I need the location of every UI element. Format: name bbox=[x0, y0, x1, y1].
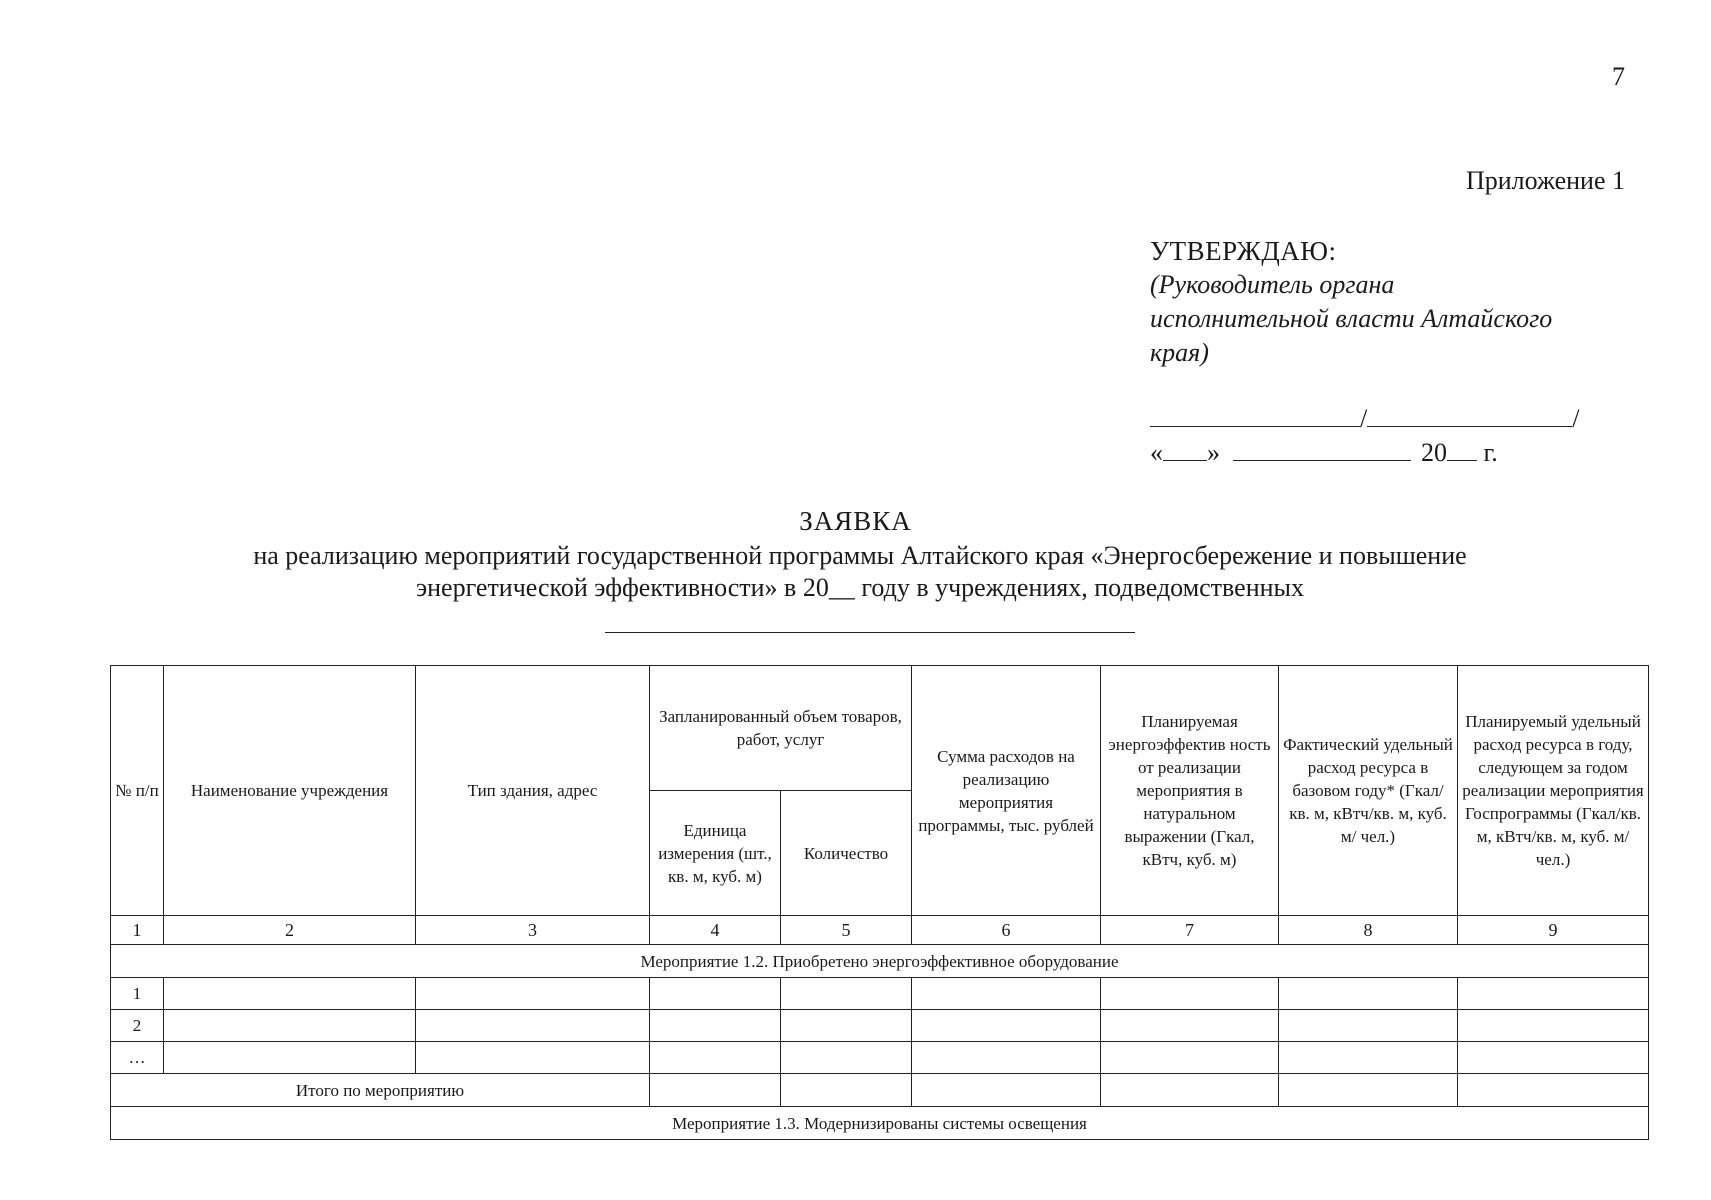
header-planned-consumption: Планируемый удельный расход ресурса в году, следующем за годом реализации мероприятия Госпрограммы (Гкал/кв. м, кВтч/кв. м, куб. м/ чел.) bbox=[1458, 666, 1649, 916]
table-cell[interactable] bbox=[1101, 1074, 1279, 1107]
table-cell[interactable] bbox=[912, 1042, 1101, 1074]
table-row[interactable] bbox=[111, 1010, 1649, 1042]
page-number: 7 bbox=[1612, 62, 1625, 91]
header-quantity: Количество bbox=[781, 791, 912, 916]
appendix-label: Приложение 1 bbox=[1465, 166, 1625, 195]
table-cell[interactable] bbox=[1279, 1074, 1458, 1107]
column-number-row bbox=[111, 916, 1649, 945]
row-number: 2 bbox=[111, 1010, 164, 1042]
table-cell[interactable] bbox=[164, 1042, 416, 1074]
column-number: 9 bbox=[1458, 916, 1649, 945]
document-subtitle-line-2: энергетической эффективности» в 20__ году в учреждениях, подведомственных bbox=[415, 573, 1305, 602]
date-close-quote: » bbox=[1207, 438, 1220, 467]
table-cell[interactable] bbox=[1279, 1042, 1458, 1074]
header-planned-volume: Запланированный объем товаров, работ, услуг bbox=[650, 666, 912, 791]
section-heading-1-3: Мероприятие 1.3. Модернизированы системы освещения bbox=[111, 1107, 1649, 1140]
table-cell[interactable] bbox=[1458, 978, 1649, 1010]
table-cell[interactable] bbox=[1458, 1074, 1649, 1107]
signature-blank[interactable] bbox=[1150, 404, 1360, 427]
header-building-type: Тип здания, адрес bbox=[416, 666, 650, 916]
table-cell[interactable] bbox=[1279, 978, 1458, 1010]
application-table bbox=[110, 665, 1649, 1140]
approval-block bbox=[1150, 234, 1630, 370]
year-prefix: 20 bbox=[1421, 438, 1447, 467]
column-number: 8 bbox=[1279, 916, 1458, 945]
table-cell[interactable] bbox=[650, 1074, 781, 1107]
approval-role-line-3: края) bbox=[1150, 338, 1209, 367]
document-title: ЗАЯВКА bbox=[799, 506, 912, 536]
table-cell[interactable] bbox=[781, 1042, 912, 1074]
total-label: Итого по мероприятию bbox=[111, 1074, 650, 1107]
approval-role-line-1: (Руководитель органа bbox=[1150, 270, 1395, 299]
document-subtitle-line-1: на реализацию мероприятий государственной программы Алтайского края «Энергосбережение и повышение bbox=[253, 541, 1467, 570]
table-cell[interactable] bbox=[912, 1074, 1101, 1107]
table-cell[interactable] bbox=[781, 1010, 912, 1042]
table-cell[interactable] bbox=[1458, 1042, 1649, 1074]
name-blank[interactable] bbox=[1367, 404, 1572, 427]
header-num: № п/п bbox=[111, 666, 164, 916]
table-cell[interactable] bbox=[416, 978, 650, 1010]
approval-title: УТВЕРЖДАЮ: bbox=[1150, 236, 1337, 266]
column-number: 4 bbox=[650, 916, 781, 945]
table-cell[interactable] bbox=[1101, 1010, 1279, 1042]
table-cell[interactable] bbox=[416, 1010, 650, 1042]
date-line[interactable] bbox=[1150, 438, 1498, 468]
signature-line[interactable] bbox=[1150, 404, 1579, 434]
table-row[interactable] bbox=[111, 978, 1649, 1010]
table-cell[interactable] bbox=[650, 1042, 781, 1074]
header-cost: Сумма расходов на реализацию мероприятия программы, тыс. рублей bbox=[912, 666, 1101, 916]
column-number: 2 bbox=[164, 916, 416, 945]
column-number: 5 bbox=[781, 916, 912, 945]
header-unit: Единица измерения (шт., кв. м, куб. м) bbox=[650, 791, 781, 916]
table-cell[interactable] bbox=[650, 1010, 781, 1042]
column-number: 3 bbox=[416, 916, 650, 945]
signature-end: / bbox=[1572, 404, 1580, 433]
column-number: 1 bbox=[111, 916, 164, 945]
table-cell[interactable] bbox=[912, 978, 1101, 1010]
header-institution-name: Наименование учреждения bbox=[164, 666, 416, 916]
date-open-quote: « bbox=[1150, 438, 1163, 467]
table-cell[interactable] bbox=[1458, 1010, 1649, 1042]
year-suffix: г. bbox=[1483, 438, 1498, 467]
header-actual-consumption: Фактический удельный расход ресурса в базовом году* (Гкал/кв. м, кВтч/кв. м, куб. м/ чел.) bbox=[1279, 666, 1458, 916]
month-blank[interactable] bbox=[1233, 438, 1411, 461]
table-row[interactable] bbox=[111, 1042, 1649, 1074]
department-blank[interactable] bbox=[605, 632, 1135, 633]
document-subtitle bbox=[160, 540, 1560, 604]
total-row bbox=[111, 1074, 1649, 1107]
day-blank[interactable] bbox=[1163, 438, 1207, 461]
table-cell[interactable] bbox=[650, 978, 781, 1010]
table-cell[interactable] bbox=[164, 978, 416, 1010]
column-number: 7 bbox=[1101, 916, 1279, 945]
table-cell[interactable] bbox=[781, 978, 912, 1010]
table-cell[interactable] bbox=[1279, 1010, 1458, 1042]
signature-separator: / bbox=[1360, 404, 1368, 433]
column-number: 6 bbox=[912, 916, 1101, 945]
approval-role-line-2: исполнительной власти Алтайского bbox=[1150, 304, 1553, 333]
table-cell[interactable] bbox=[416, 1042, 650, 1074]
row-number: … bbox=[111, 1042, 164, 1074]
table-cell[interactable] bbox=[164, 1010, 416, 1042]
header-efficiency: Планируемая энергоэффектив ность от реализации мероприятия в натуральном выражении (Гкал, кВтч, куб. м) bbox=[1101, 666, 1279, 916]
table-cell[interactable] bbox=[1101, 1042, 1279, 1074]
row-number: 1 bbox=[111, 978, 164, 1010]
table-cell[interactable] bbox=[1101, 978, 1279, 1010]
table-cell[interactable] bbox=[912, 1010, 1101, 1042]
year-blank[interactable] bbox=[1447, 438, 1477, 461]
table-cell[interactable] bbox=[781, 1074, 912, 1107]
section-heading-1-2: Мероприятие 1.2. Приобретено энергоэффективное оборудование bbox=[111, 945, 1649, 978]
